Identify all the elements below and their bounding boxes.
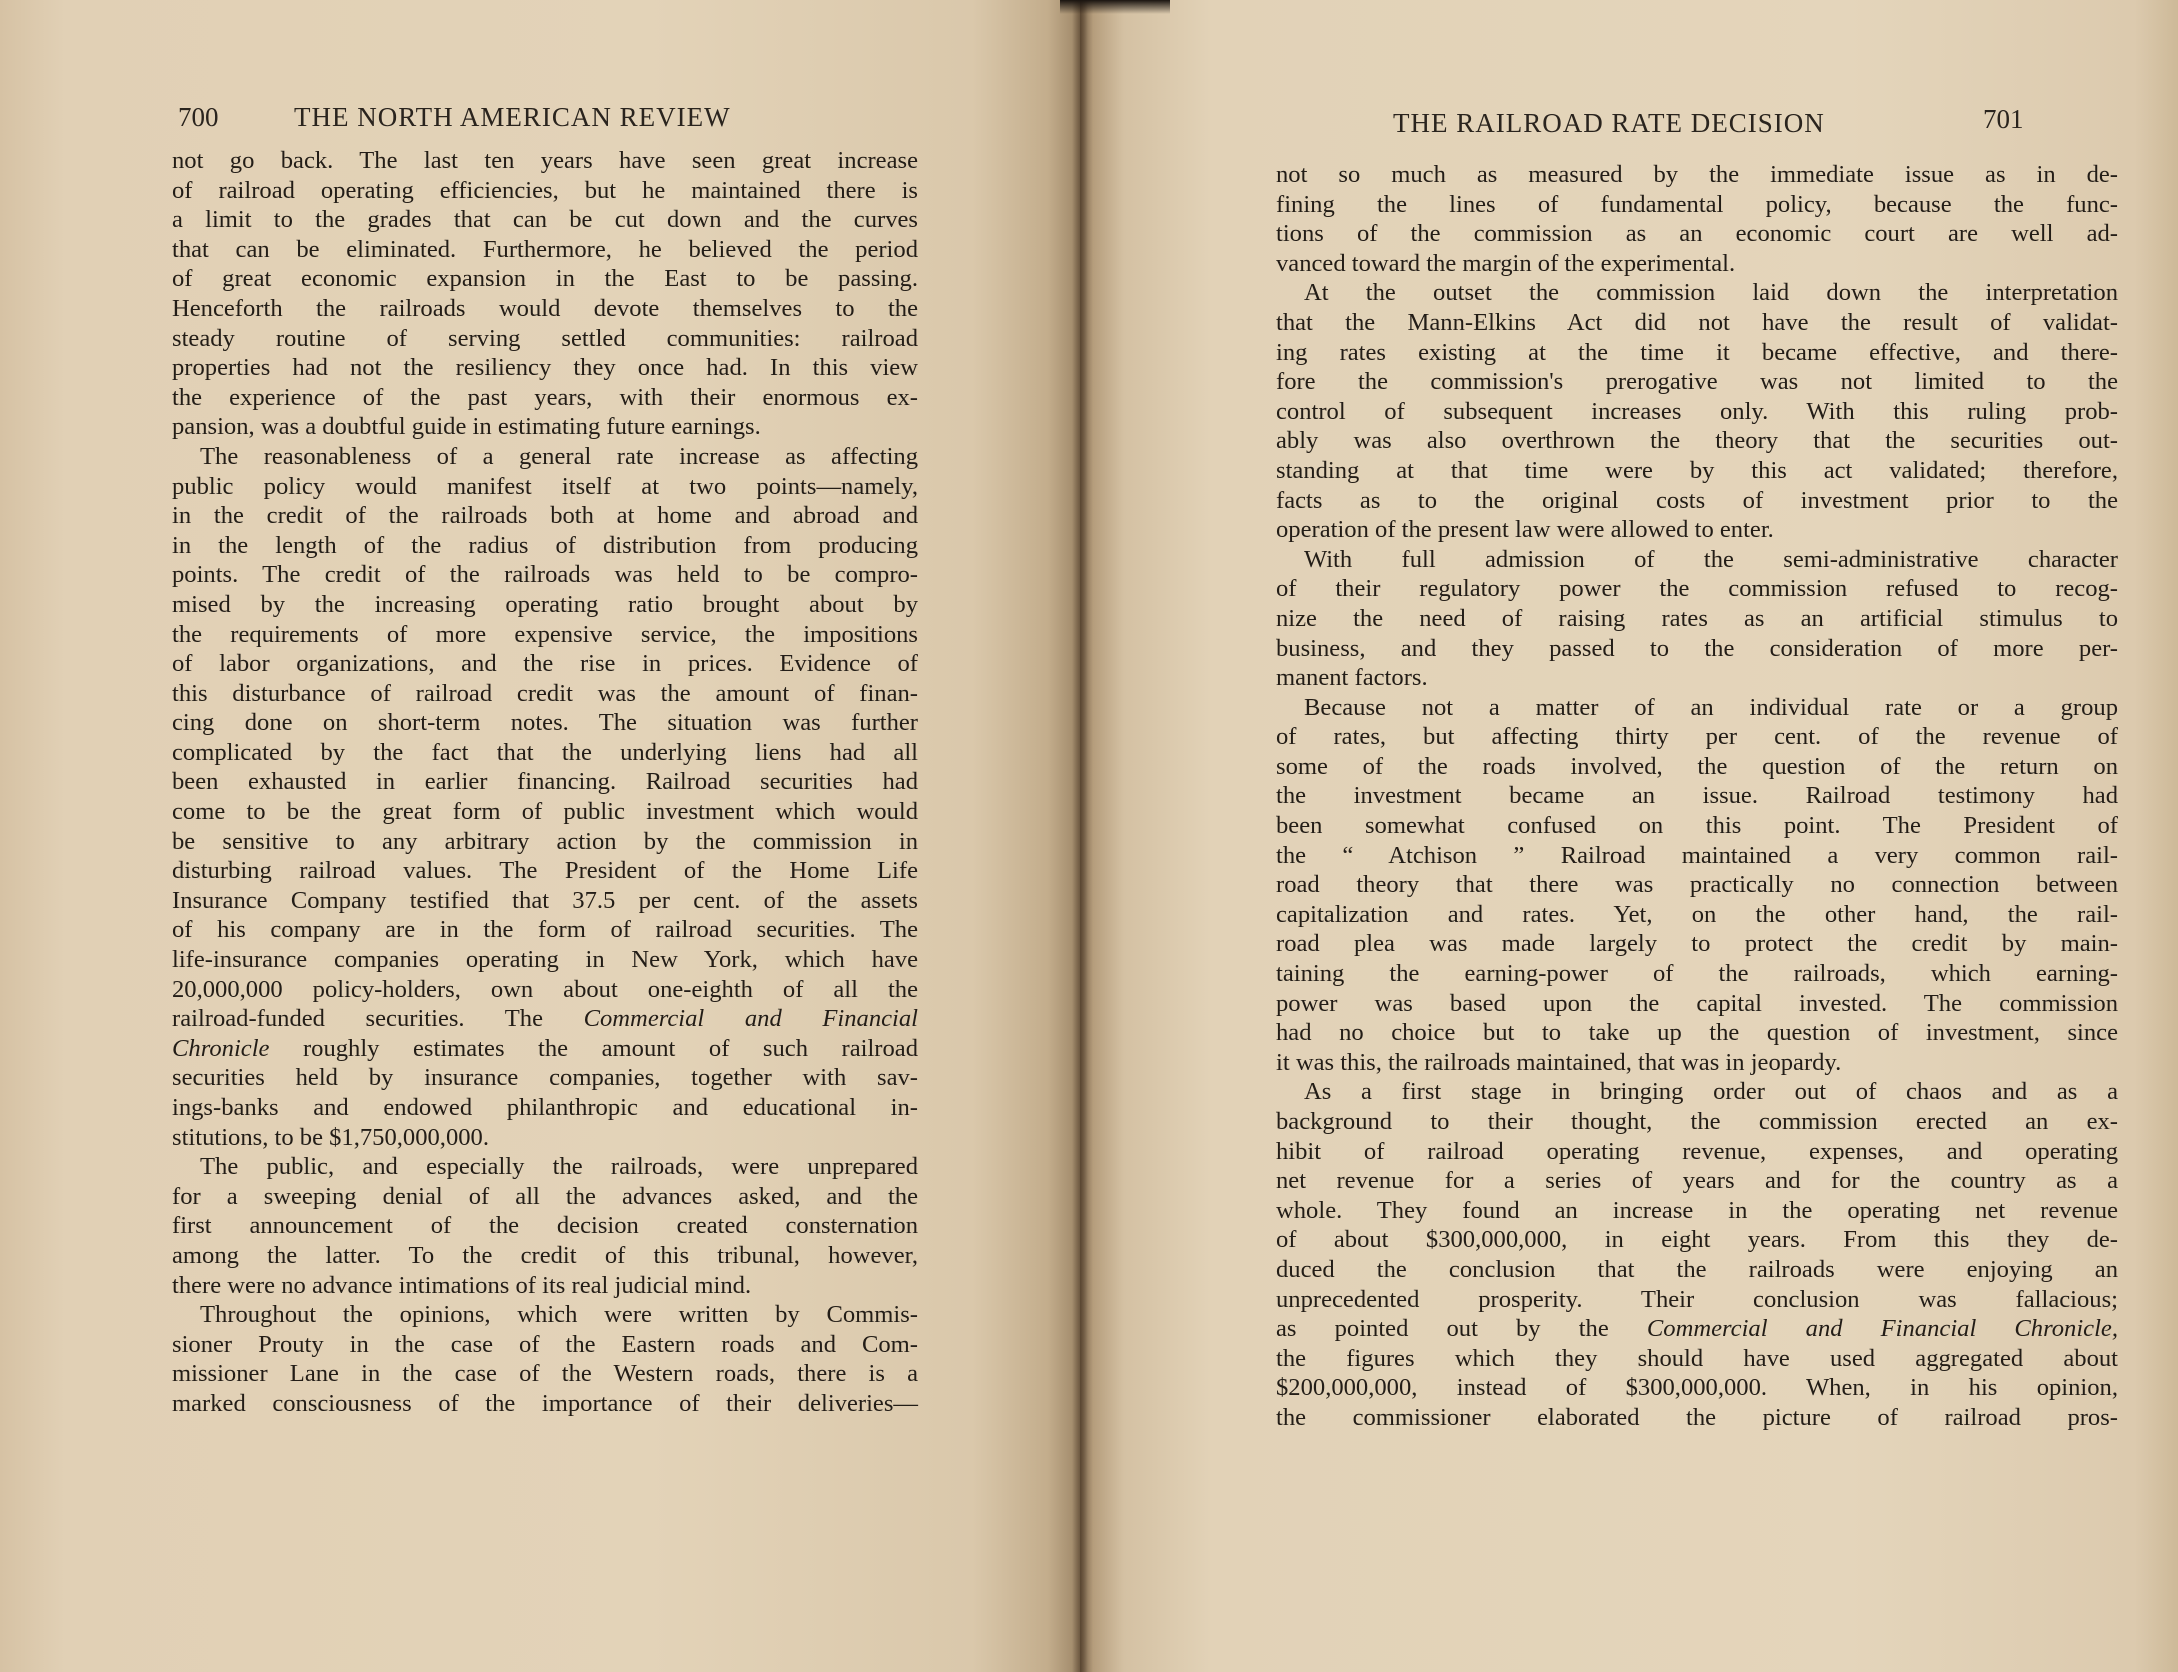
body-line: Insurance Company testified that 37.5 per cent. of the assets — [172, 886, 918, 914]
body-line: of rates, but affecting thirty per cent. of the revenue of — [1276, 723, 2118, 751]
body-line: had no choice but to take up the question of investment, since — [1276, 1019, 2118, 1047]
left-page — [0, 0, 1080, 1672]
body-line: life-insurance companies operating in New York, which have — [172, 946, 918, 974]
body-line: that the Mann-Elkins Act did not have the result of validat- — [1276, 308, 2118, 336]
body-line: road plea was made largely to protect the credit by main- — [1276, 930, 2118, 958]
body-line: facts as to the original costs of investment prior to the — [1276, 486, 2118, 514]
body-line: first announcement of the decision created consternation — [172, 1212, 918, 1240]
body-line-with-italic — [172, 1034, 918, 1064]
body-line: that can be eliminated. Furthermore, he believed the period — [172, 235, 918, 263]
body-line: of his company are in the form of railroad securities. The — [172, 916, 918, 944]
body-line: marked consciousness of the importance of their deliveries— — [172, 1389, 918, 1417]
body-line-with-italic — [1276, 1314, 2118, 1344]
body-line: unprecedented prosperity. Their conclusion was fallacious; — [1276, 1285, 2118, 1313]
body-line: duced the conclusion that the railroads were enjoying an — [1276, 1255, 2118, 1283]
body-line: capitalization and rates. Yet, on the other hand, the rail- — [1276, 900, 2118, 928]
body-line: a limit to the grades that can be cut down and the curves — [172, 206, 918, 234]
body-line: fore the commission's prerogative was not limited to the — [1276, 368, 2118, 396]
body-line: come to be the great form of public investment which would — [172, 798, 918, 826]
page-number-right: 701 — [1983, 104, 2024, 134]
left-page-body — [172, 146, 918, 1419]
body-line: ably was also overthrown the theory that the securities out- — [1276, 427, 2118, 455]
paragraph-start-line: Because not a matter of an individual rate or a group — [1304, 693, 2118, 721]
body-line: complicated by the fact that the underlying liens had all — [172, 738, 918, 766]
body-line: of about $300,000,000, in eight years. From this they de- — [1276, 1226, 2118, 1254]
body-line: not go back. The last ten years have seen great increase — [172, 147, 918, 174]
body-line: power was based upon the capital invested. The commission — [1276, 989, 2118, 1017]
body-line: securities held by insurance companies, together with sav- — [172, 1064, 918, 1092]
body-line: there were no advance intimations of its real judicial mind. — [172, 1271, 752, 1299]
body-line: disturbing railroad values. The President of the Home Life — [172, 857, 918, 885]
body-line-with-italic — [172, 1004, 918, 1034]
body-line: not so much as measured by the immediate issue as in de- — [1276, 161, 2118, 188]
body-line: the commissioner elaborated the picture of railroad pros- — [1276, 1403, 2118, 1431]
body-line: the “ Atchison ” Railroad maintained a very common rail- — [1276, 841, 2118, 869]
body-line: points. The credit of the railroads was held to be compro- — [172, 561, 918, 589]
running-head-right: THE RAILROAD RATE DECISION — [1393, 108, 1825, 138]
body-line: stitutions, to be $1,750,000,000. — [172, 1123, 489, 1151]
body-line: pansion, was a doubtful guide in estimating future earnings. — [172, 413, 761, 441]
body-line: 20,000,000 policy-holders, own about one-eighth of all the — [172, 975, 918, 1003]
body-line: manent factors. — [1276, 664, 1428, 692]
body-line: missioner Lane in the case of the Western roads, there is a — [172, 1360, 918, 1388]
body-line: Henceforth the railroads would devote themselves to the — [172, 294, 918, 322]
body-line: tions of the commission as an economic court are well ad- — [1276, 220, 2118, 248]
binding-top-edge — [1060, 0, 1170, 14]
body-line: for a sweeping denial of all the advances asked, and the — [172, 1182, 918, 1210]
body-line: $200,000,000, instead of $300,000,000. When, in his opinion, — [1276, 1374, 2118, 1402]
body-line: the figures which they should have used aggregated about — [1276, 1344, 2118, 1372]
body-line: fining the lines of fundamental policy, because the func- — [1276, 190, 2118, 218]
line-text: railroad-funded securities. The — [172, 1005, 584, 1033]
body-line: been exhausted in earlier financing. Railroad securities had — [172, 768, 918, 796]
body-line: the investment became an issue. Railroad testimony had — [1276, 782, 2118, 810]
body-line: mised by the increasing operating ratio brought about by — [172, 590, 918, 618]
body-line: operation of the present law were allowed to enter. — [1276, 516, 1774, 544]
body-line: taining the earning-power of the railroads, which earning- — [1276, 960, 2118, 988]
body-line: ings-banks and endowed philanthropic and educational in- — [172, 1094, 918, 1121]
paragraph-start-line: The public, and especially the railroads, were unprepared — [200, 1153, 918, 1181]
italic-publication-title: Commercial and Financial — [583, 1005, 918, 1033]
body-line: been somewhat confused on this point. The President of — [1276, 812, 2118, 840]
paragraph-start-line: The reasonableness of a general rate increase as affecting — [200, 442, 918, 470]
right-page — [1080, 0, 2178, 1672]
body-line: business, and they passed to the consideration of more per- — [1276, 634, 2118, 662]
paragraph-start-line: Throughout the opinions, which were written by Commis- — [200, 1301, 918, 1329]
body-line: cing done on short-term notes. The situation was further — [172, 709, 918, 737]
body-line: hibit of railroad operating revenue, expenses, and operating — [1276, 1137, 2118, 1165]
body-line: ing rates existing at the time it became effective, and there- — [1276, 338, 2118, 366]
body-line: in the credit of the railroads both at home and abroad and — [172, 502, 918, 530]
body-line: some of the roads involved, the question of the return on — [1276, 752, 2118, 780]
body-line: the requirements of more expensive service, the impositions — [172, 620, 918, 648]
body-line: nize the need of raising rates as an artificial stimulus to — [1276, 604, 2118, 632]
paragraph-start-line: With full admission of the semi-administrative character — [1304, 545, 2118, 573]
body-line: sioner Prouty in the case of the Eastern roads and Com- — [172, 1330, 918, 1358]
italic-publication-title: Commercial and Financial Chronicle, — [1646, 1315, 2118, 1343]
body-line: background to their thought, the commission erected an ex- — [1276, 1108, 2118, 1135]
body-line: standing at that time were by this act validated; therefore, — [1276, 456, 2118, 484]
body-line: vanced toward the margin of the experimental. — [1276, 249, 1736, 277]
page-number-left: 700 — [178, 102, 219, 132]
body-line: public policy would manifest itself at two points—namely, — [172, 472, 918, 500]
body-line: steady routine of serving settled communities: railroad — [172, 324, 918, 352]
right-page-body — [1276, 160, 2118, 1433]
body-line: this disturbance of railroad credit was the amount of finan- — [172, 679, 918, 707]
body-line: control of subsequent increases only. With this ruling prob- — [1276, 397, 2118, 425]
body-line: road theory that there was practically no connection between — [1276, 871, 2118, 899]
body-line: among the latter. To the credit of this tribunal, however, — [172, 1241, 918, 1269]
body-line: of great economic expansion in the East to be passing. — [172, 265, 918, 293]
book-gutter-shadow — [1072, 0, 1088, 1672]
paragraph-start-line: As a first stage in bringing order out of chaos and as a — [1304, 1078, 2118, 1106]
body-line: it was this, the railroads maintained, that was in jeopardy. — [1276, 1048, 1842, 1076]
body-line: of railroad operating efficiencies, but he maintained there is — [172, 176, 918, 204]
body-line: be sensitive to any arbitrary action by the commission in — [172, 827, 918, 855]
body-line: of labor organizations, and the rise in prices. Evidence of — [172, 650, 918, 678]
body-line: of their regulatory power the commission refused to recog- — [1276, 575, 2118, 603]
body-line: the experience of the past years, with their enormous ex- — [172, 383, 918, 411]
italic-publication-title: Chronicle — [172, 1034, 270, 1062]
line-text: roughly estimates the amount of such railroad — [269, 1034, 918, 1062]
body-line: properties had not the resiliency they once had. In this view — [172, 354, 918, 382]
body-line: net revenue for a series of years and for the country as a — [1276, 1167, 2118, 1195]
paragraph-start-line: At the outset the commission laid down the interpretation — [1304, 279, 2118, 307]
running-head-left: THE NORTH AMERICAN REVIEW — [294, 102, 731, 132]
body-line: whole. They found an increase in the operating net revenue — [1276, 1196, 2118, 1224]
body-line: in the length of the radius of distribution from producing — [172, 531, 918, 559]
line-text: as pointed out by the — [1276, 1315, 1647, 1343]
